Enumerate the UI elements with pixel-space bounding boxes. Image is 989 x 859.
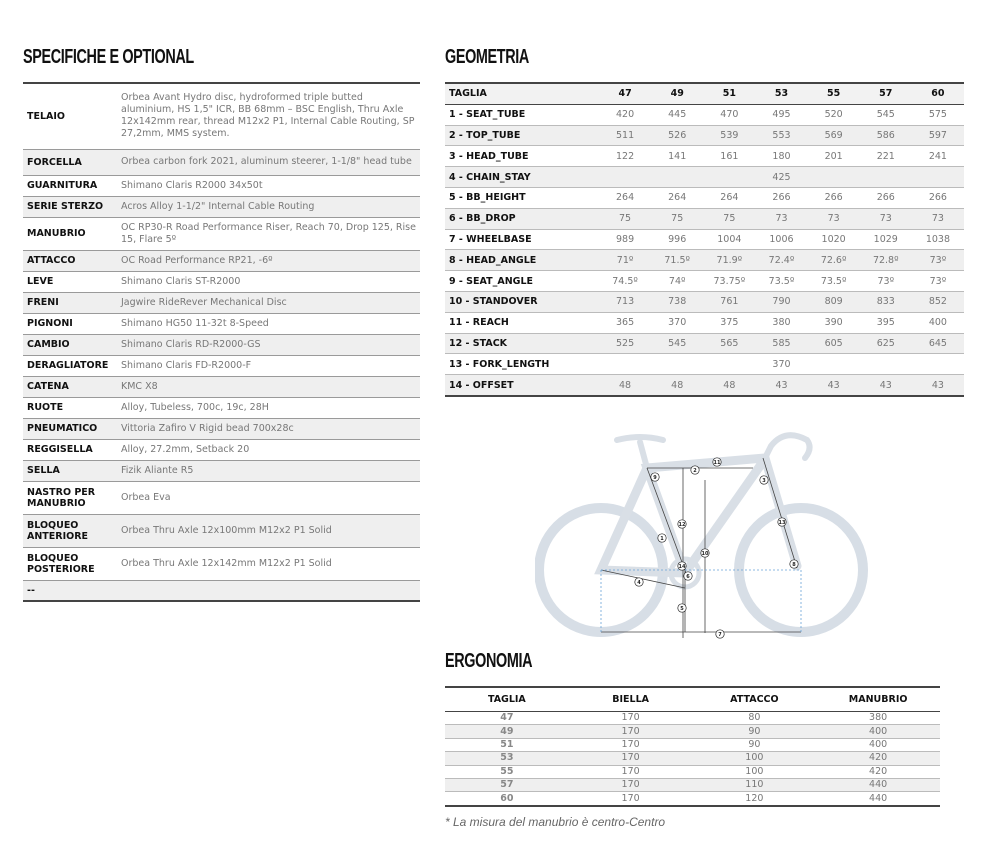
ergonomics-size: 55 xyxy=(445,765,569,778)
geometry-value: 48 xyxy=(651,375,703,396)
geometry-value: 72.6º xyxy=(808,250,860,271)
geometry-label: 9 - SEAT_ANGLE xyxy=(445,271,599,292)
spec-label: RUOTE xyxy=(23,397,117,418)
geometry-value: 585 xyxy=(755,333,807,354)
dimension-marker-label: 9 xyxy=(653,474,657,481)
ergonomics-value: 380 xyxy=(816,712,940,725)
geometry-value: 74.5º xyxy=(599,271,651,292)
geometry-value: 72.4º xyxy=(755,250,807,271)
geometry-label: 14 - OFFSET xyxy=(445,375,599,396)
spec-label: CATENA xyxy=(23,376,117,397)
dimension-marker-label: 7 xyxy=(718,631,722,638)
spec-row xyxy=(23,418,420,439)
spec-label: GUARNITURA xyxy=(23,175,117,196)
geometry-value: 266 xyxy=(808,187,860,208)
geometry-size-header: TAGLIA xyxy=(445,83,599,104)
spec-label: SELLA xyxy=(23,460,117,481)
spec-label: PIGNONI xyxy=(23,313,117,334)
spec-value: Alloy, 27.2mm, Setback 20 xyxy=(117,439,420,460)
geometry-label: 8 - HEAD_ANGLE xyxy=(445,250,599,271)
geometry-value: 380 xyxy=(755,312,807,333)
geometry-size-column: 49 xyxy=(651,83,703,104)
dimension-marker-label: 12 xyxy=(678,521,686,528)
specs-table xyxy=(23,82,420,602)
ergonomics-value: 400 xyxy=(816,738,940,751)
geometry-value: 390 xyxy=(808,312,860,333)
geometry-label: 13 - FORK_LENGTH xyxy=(445,354,599,375)
ergonomics-table xyxy=(445,686,940,807)
geometry-value: 1038 xyxy=(912,229,964,250)
geometry-value: 575 xyxy=(912,104,964,125)
geometry-value: 395 xyxy=(860,312,912,333)
handlebar-note: * La misura del manubrio è centro-Centro xyxy=(445,815,666,829)
ergonomics-value: 170 xyxy=(569,778,693,791)
ergonomics-value: 110 xyxy=(693,778,817,791)
geometry-size-column: 60 xyxy=(912,83,964,104)
geometry-row xyxy=(445,125,964,146)
spec-label: DERAGLIATORE xyxy=(23,355,117,376)
geometry-value: 221 xyxy=(860,146,912,167)
spec-row xyxy=(23,196,420,217)
ergonomics-row xyxy=(445,752,940,765)
spec-row xyxy=(23,271,420,292)
ergonomics-value: 170 xyxy=(569,738,693,751)
ergonomics-value: 420 xyxy=(816,752,940,765)
ergonomics-row xyxy=(445,725,940,738)
spec-value: Acros Alloy 1-1/2" Internal Cable Routing xyxy=(117,196,420,217)
ergonomics-value: 90 xyxy=(693,725,817,738)
geometry-value: 1004 xyxy=(703,229,755,250)
geometry-value: 264 xyxy=(703,187,755,208)
spec-value: Shimano Claris R2000 34x50t xyxy=(117,175,420,196)
dimension-marker-label: 11 xyxy=(713,459,721,466)
geometry-table xyxy=(445,82,964,397)
ergonomics-size: 57 xyxy=(445,778,569,791)
ergonomics-value: 420 xyxy=(816,765,940,778)
ergonomics-value: 170 xyxy=(569,712,693,725)
geometry-value: 833 xyxy=(860,291,912,312)
geometry-value: 525 xyxy=(599,333,651,354)
bike-geometry-diagram xyxy=(535,428,875,646)
geometry-value: 73 xyxy=(912,208,964,229)
ergonomics-value: 100 xyxy=(693,765,817,778)
ergonomics-row xyxy=(445,765,940,778)
geometry-row xyxy=(445,229,964,250)
geometry-value: 553 xyxy=(755,125,807,146)
geometry-row xyxy=(445,167,964,188)
spec-row xyxy=(23,292,420,313)
spec-label: -- xyxy=(23,580,117,601)
ergonomics-header: BIELLA xyxy=(569,687,693,712)
ergonomics-size: 51 xyxy=(445,738,569,751)
ergonomics-row xyxy=(445,778,940,791)
geometry-value: 43 xyxy=(860,375,912,396)
geometry-size-column: 53 xyxy=(755,83,807,104)
geometry-value: 73º xyxy=(860,271,912,292)
spec-row xyxy=(23,334,420,355)
geometry-value: 266 xyxy=(912,187,964,208)
geometry-value: 75 xyxy=(703,208,755,229)
geometry-row xyxy=(445,312,964,333)
spec-row xyxy=(23,397,420,418)
geometry-value: 761 xyxy=(703,291,755,312)
ergonomics-value: 170 xyxy=(569,792,693,806)
ergonomics-value: 100 xyxy=(693,752,817,765)
geometry-value: 73.5º xyxy=(808,271,860,292)
ergonomics-value: 440 xyxy=(816,792,940,806)
geometry-value: 43 xyxy=(912,375,964,396)
geometry-value: 1029 xyxy=(860,229,912,250)
geometry-value: 495 xyxy=(755,104,807,125)
geometry-row xyxy=(445,250,964,271)
spec-row xyxy=(23,439,420,460)
geometry-value: 539 xyxy=(703,125,755,146)
ergonomics-title: ERGONOMIA xyxy=(445,650,533,672)
geometry-value: 445 xyxy=(651,104,703,125)
spec-label: LEVE xyxy=(23,271,117,292)
spec-row xyxy=(23,580,420,601)
ergonomics-row xyxy=(445,792,940,806)
geometry-label: 6 - BB_DROP xyxy=(445,208,599,229)
geometry-row xyxy=(445,187,964,208)
dimension-marker-label: 2 xyxy=(693,467,697,474)
geometry-value: 425 xyxy=(599,167,964,188)
ergonomics-value: 400 xyxy=(816,725,940,738)
dimension-marker-label: 13 xyxy=(778,519,786,526)
geometry-value: 73º xyxy=(912,271,964,292)
geometry-row xyxy=(445,271,964,292)
spec-value: Orbea Avant Hydro disc, hydroformed triple butted aluminium, HS 1,5" ICR, BB 68mm – BSC English, Thru Axle 12x142mm rear, thread M12x2 P1, Internal Cable Routing, SP 27,2mm, MMS system. xyxy=(117,83,420,149)
geometry-value: 645 xyxy=(912,333,964,354)
spec-row xyxy=(23,175,420,196)
spec-row xyxy=(23,481,420,514)
geometry-row xyxy=(445,354,964,375)
geometry-value: 852 xyxy=(912,291,964,312)
spec-value: Orbea Thru Axle 12x142mm M12x2 P1 Solid xyxy=(117,547,420,580)
geometry-row xyxy=(445,146,964,167)
spec-label: REGGISELLA xyxy=(23,439,117,460)
ergonomics-header: ATTACCO xyxy=(693,687,817,712)
geometry-size-column: 57 xyxy=(860,83,912,104)
geometry-size-column: 47 xyxy=(599,83,651,104)
ergonomics-row xyxy=(445,712,940,725)
geometry-value: 1006 xyxy=(755,229,807,250)
dimension-marker-label: 4 xyxy=(637,579,641,586)
spec-value: Fizik Aliante R5 xyxy=(117,460,420,481)
dimension-marker-label: 5 xyxy=(680,605,684,612)
geometry-value: 545 xyxy=(860,104,912,125)
geometry-value: 73 xyxy=(860,208,912,229)
geometry-value: 545 xyxy=(651,333,703,354)
geometry-size-column: 55 xyxy=(808,83,860,104)
ergonomics-value: 90 xyxy=(693,738,817,751)
spec-value: Orbea Eva xyxy=(117,481,420,514)
spec-value: Orbea carbon fork 2021, aluminum steerer, 1-1/8" head tube xyxy=(117,149,420,175)
geometry-value: 375 xyxy=(703,312,755,333)
spec-value: Orbea Thru Axle 12x100mm M12x2 P1 Solid xyxy=(117,514,420,547)
ergonomics-header: MANUBRIO xyxy=(816,687,940,712)
geometry-label: 11 - REACH xyxy=(445,312,599,333)
ergonomics-size: 49 xyxy=(445,725,569,738)
spec-row xyxy=(23,83,420,149)
spec-label: BLOQUEO POSTERIORE xyxy=(23,547,117,580)
geometry-value: 511 xyxy=(599,125,651,146)
spec-label: TELAIO xyxy=(23,83,117,149)
spec-value: Shimano HG50 11-32t 8-Speed xyxy=(117,313,420,334)
geometry-value: 71º xyxy=(599,250,651,271)
geometry-value: 713 xyxy=(599,291,651,312)
ergonomics-value: 170 xyxy=(569,725,693,738)
geometry-value: 48 xyxy=(599,375,651,396)
ergonomics-value: 170 xyxy=(569,765,693,778)
geometry-value: 470 xyxy=(703,104,755,125)
geometry-value: 73.5º xyxy=(755,271,807,292)
ergonomics-value: 170 xyxy=(569,752,693,765)
geometry-value: 370 xyxy=(599,354,964,375)
geometry-value: 266 xyxy=(755,187,807,208)
geometry-value: 180 xyxy=(755,146,807,167)
geometry-row xyxy=(445,104,964,125)
geometry-value: 365 xyxy=(599,312,651,333)
geometry-value: 400 xyxy=(912,312,964,333)
ergonomics-row xyxy=(445,738,940,751)
dimension-marker-label: 8 xyxy=(792,561,796,568)
geometry-value: 809 xyxy=(808,291,860,312)
geometry-row xyxy=(445,208,964,229)
spec-value: Shimano Claris FD-R2000-F xyxy=(117,355,420,376)
spec-value: Alloy, Tubeless, 700c, 19c, 28H xyxy=(117,397,420,418)
dimension-marker-label: 14 xyxy=(678,563,686,570)
spec-row xyxy=(23,250,420,271)
geometry-label: 2 - TOP_TUBE xyxy=(445,125,599,146)
geometry-value: 72.8º xyxy=(860,250,912,271)
geometry-value: 597 xyxy=(912,125,964,146)
dimension-marker-label: 6 xyxy=(686,573,690,580)
geometry-value: 75 xyxy=(599,208,651,229)
geometry-value: 141 xyxy=(651,146,703,167)
geometry-value: 48 xyxy=(703,375,755,396)
spec-label: CAMBIO xyxy=(23,334,117,355)
dimension-marker-label: 3 xyxy=(762,477,766,484)
geometry-value: 73.75º xyxy=(703,271,755,292)
spec-label: MANUBRIO xyxy=(23,217,117,250)
spec-label: PNEUMATICO xyxy=(23,418,117,439)
geometry-value: 605 xyxy=(808,333,860,354)
ergonomics-value: 80 xyxy=(693,712,817,725)
geometry-value: 790 xyxy=(755,291,807,312)
geometry-value: 43 xyxy=(808,375,860,396)
spec-value: Vittoria Zafiro V Rigid bead 700x28c xyxy=(117,418,420,439)
geometry-value: 520 xyxy=(808,104,860,125)
ergonomics-size: 47 xyxy=(445,712,569,725)
geometry-value: 73 xyxy=(755,208,807,229)
spec-label: NASTRO PER MANUBRIO xyxy=(23,481,117,514)
geometry-value: 73º xyxy=(912,250,964,271)
spec-label: BLOQUEO ANTERIORE xyxy=(23,514,117,547)
ergonomics-header: TAGLIA xyxy=(445,687,569,712)
geometry-value: 264 xyxy=(599,187,651,208)
geometry-row xyxy=(445,333,964,354)
geometry-value: 738 xyxy=(651,291,703,312)
handlebar xyxy=(765,435,810,458)
spec-label: FRENI xyxy=(23,292,117,313)
spec-value: Shimano Claris RD-R2000-GS xyxy=(117,334,420,355)
spec-value: Jagwire RideRever Mechanical Disc xyxy=(117,292,420,313)
geometry-value: 569 xyxy=(808,125,860,146)
dimension-marker-label: 1 xyxy=(660,535,664,542)
geometry-value: 565 xyxy=(703,333,755,354)
spec-row xyxy=(23,355,420,376)
geometry-value: 241 xyxy=(912,146,964,167)
geometry-value: 71.5º xyxy=(651,250,703,271)
geometry-row xyxy=(445,291,964,312)
geometry-value: 122 xyxy=(599,146,651,167)
geometry-label: 3 - HEAD_TUBE xyxy=(445,146,599,167)
ergonomics-size: 60 xyxy=(445,792,569,806)
spec-label: ATTACCO xyxy=(23,250,117,271)
spec-value: OC RP30-R Road Performance Riser, Reach 70, Drop 125, Rise 15, Flare 5º xyxy=(117,217,420,250)
geometry-value: 420 xyxy=(599,104,651,125)
spec-row xyxy=(23,149,420,175)
saddle xyxy=(617,437,663,440)
geometry-value: 625 xyxy=(860,333,912,354)
geometry-label: 7 - WHEELBASE xyxy=(445,229,599,250)
dimension-marker-label: 10 xyxy=(701,550,709,557)
spec-label: SERIE STERZO xyxy=(23,196,117,217)
ergonomics-value: 440 xyxy=(816,778,940,791)
spec-row xyxy=(23,376,420,397)
spec-row xyxy=(23,514,420,547)
geometry-size-column: 51 xyxy=(703,83,755,104)
geometry-title: GEOMETRIA xyxy=(445,46,529,68)
geometry-value: 996 xyxy=(651,229,703,250)
spec-label: FORCELLA xyxy=(23,149,117,175)
geometry-row xyxy=(445,375,964,396)
geometry-value: 586 xyxy=(860,125,912,146)
geometry-label: 1 - SEAT_TUBE xyxy=(445,104,599,125)
geometry-value: 161 xyxy=(703,146,755,167)
spec-row xyxy=(23,217,420,250)
geometry-label: 10 - STANDOVER xyxy=(445,291,599,312)
geometry-value: 989 xyxy=(599,229,651,250)
geometry-value: 71.9º xyxy=(703,250,755,271)
specs-title: SPECIFICHE E OPTIONAL xyxy=(23,46,194,68)
spec-value xyxy=(117,580,420,601)
geometry-value: 1020 xyxy=(808,229,860,250)
geometry-value: 75 xyxy=(651,208,703,229)
spec-row xyxy=(23,313,420,334)
spec-value: KMC X8 xyxy=(117,376,420,397)
geometry-value: 74º xyxy=(651,271,703,292)
geometry-label: 4 - CHAIN_STAY xyxy=(445,167,599,188)
geometry-value: 264 xyxy=(651,187,703,208)
geometry-value: 266 xyxy=(860,187,912,208)
spec-row xyxy=(23,460,420,481)
spec-value: Shimano Claris ST-R2000 xyxy=(117,271,420,292)
ergonomics-value: 120 xyxy=(693,792,817,806)
geometry-value: 370 xyxy=(651,312,703,333)
spec-value: OC Road Performance RP21, -6º xyxy=(117,250,420,271)
geometry-value: 43 xyxy=(755,375,807,396)
geometry-value: 73 xyxy=(808,208,860,229)
geometry-label: 5 - BB_HEIGHT xyxy=(445,187,599,208)
geometry-label: 12 - STACK xyxy=(445,333,599,354)
spec-row xyxy=(23,547,420,580)
ergonomics-size: 53 xyxy=(445,752,569,765)
geometry-value: 201 xyxy=(808,146,860,167)
geometry-value: 526 xyxy=(651,125,703,146)
